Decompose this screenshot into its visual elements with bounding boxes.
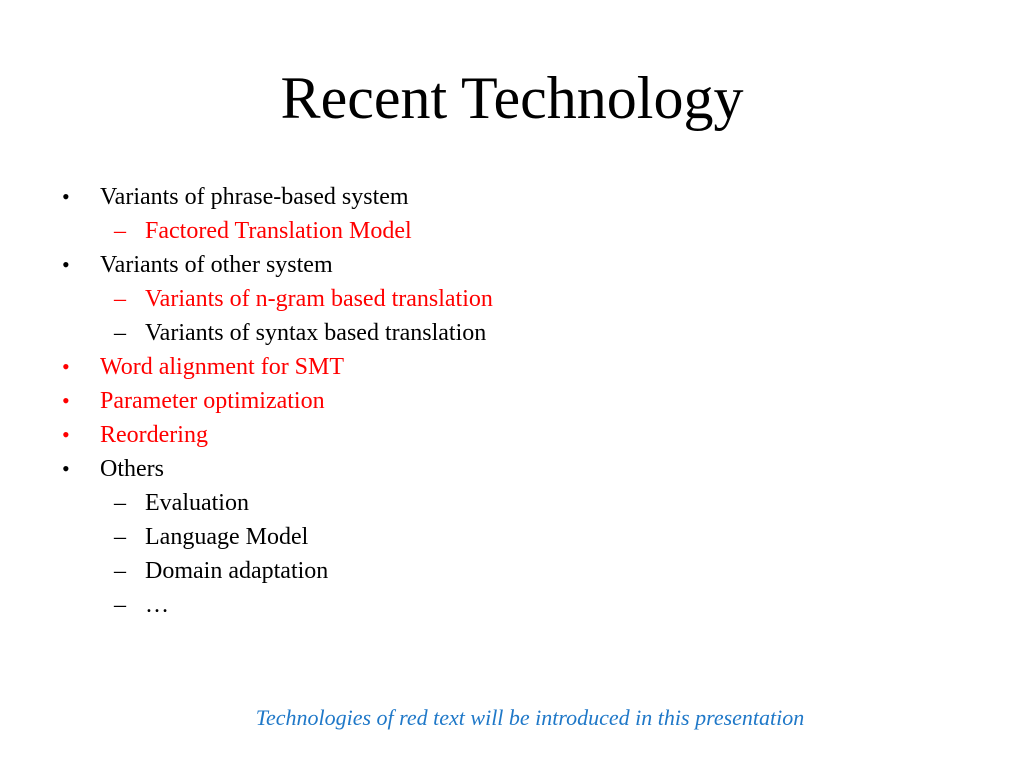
dash-marker: – — [114, 218, 126, 244]
bullet-item — [0, 384, 1024, 418]
bullet-text: Variants of n-gram based translation — [145, 286, 493, 312]
bullet-text: Others — [100, 456, 164, 482]
bullet-text: Variants of phrase-based system — [100, 184, 409, 210]
bullet-list — [0, 180, 1024, 622]
sub-bullet-item — [0, 554, 1024, 588]
bullet-item — [0, 180, 1024, 214]
bullet-item — [0, 452, 1024, 486]
bullet-text: Variants of other system — [100, 252, 333, 278]
sub-bullet-item — [0, 588, 1024, 622]
dash-marker: – — [114, 524, 126, 550]
dash-marker: – — [114, 320, 126, 346]
sub-bullet-item — [0, 214, 1024, 248]
bullet-marker: • — [62, 422, 70, 447]
bullet-text: Reordering — [100, 422, 208, 448]
footer-note: Technologies of red text will be introduced in this presentation — [255, 705, 805, 730]
dash-marker: – — [114, 592, 126, 618]
bullet-text: Domain adaptation — [145, 558, 329, 584]
bullet-text: Language Model — [145, 524, 309, 550]
sub-bullet-item — [0, 520, 1024, 554]
bullet-text: Parameter optimization — [100, 388, 325, 414]
bullet-item — [0, 248, 1024, 282]
sub-bullet-item — [0, 316, 1024, 350]
dash-marker: – — [114, 490, 126, 516]
dash-marker: – — [114, 558, 126, 584]
bullet-text: Word alignment for SMT — [100, 354, 345, 380]
bullet-text: Factored Translation Model — [145, 218, 412, 244]
bullet-text: Variants of syntax based translation — [145, 320, 487, 346]
bullet-marker: • — [62, 184, 70, 209]
sub-bullet-item — [0, 486, 1024, 520]
bullet-item — [0, 350, 1024, 384]
dash-marker: – — [114, 286, 126, 312]
bullet-item — [0, 418, 1024, 452]
bullet-text: Evaluation — [145, 490, 249, 516]
sub-bullet-item — [0, 282, 1024, 316]
bullet-marker: • — [62, 252, 70, 277]
bullet-text: … — [145, 592, 169, 618]
bullet-marker: • — [62, 354, 70, 379]
bullet-marker: • — [62, 388, 70, 413]
bullet-marker: • — [62, 456, 70, 481]
slide-title: Recent Technology — [280, 65, 744, 131]
